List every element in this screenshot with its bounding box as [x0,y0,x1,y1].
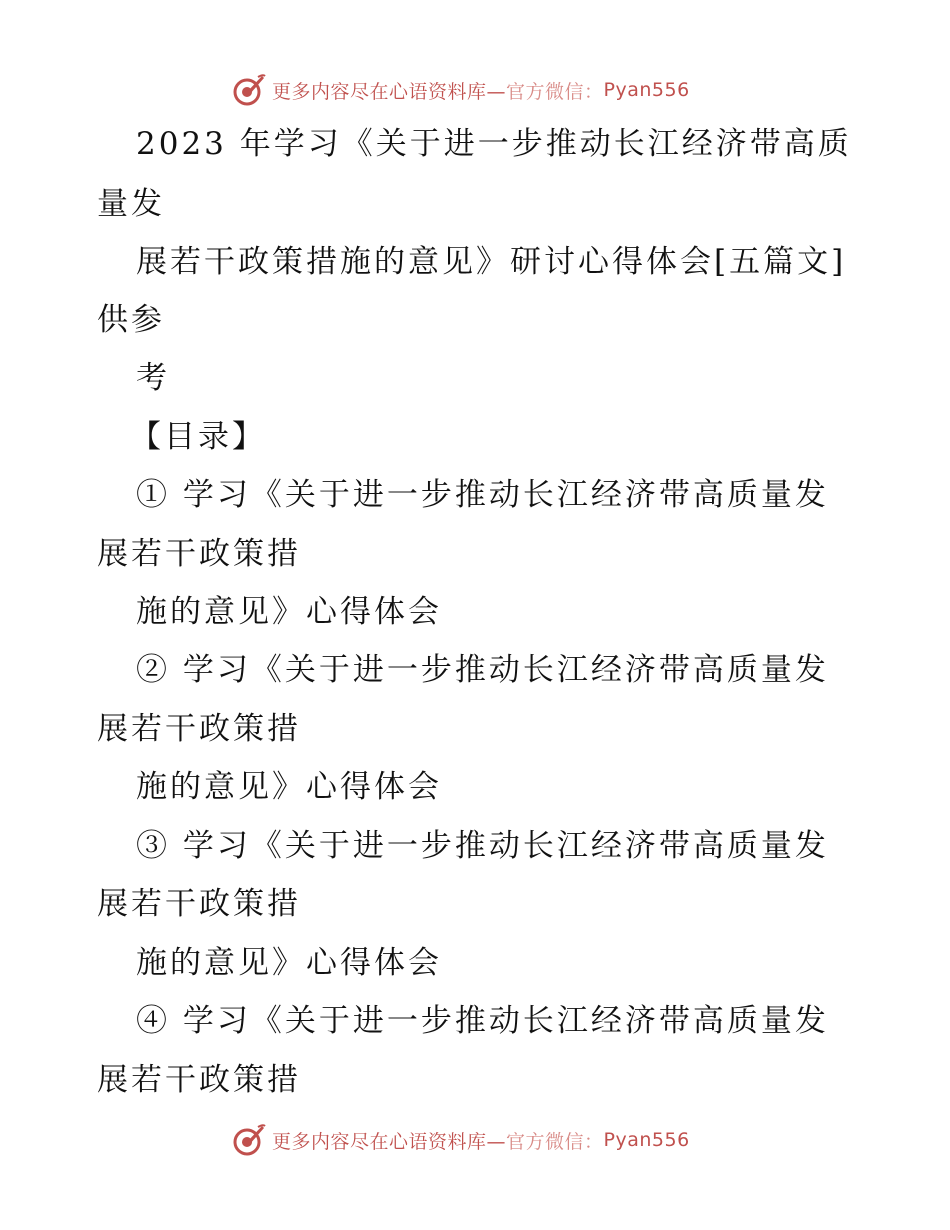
toc-item-4-line-2: 展若干政策措 [97,1062,301,1098]
title-line-5: 考 [136,360,170,396]
title-line-4: 供参 [97,302,165,338]
banner-text: 更多内容尽在心语资料库— [272,1130,507,1153]
toc-item-1-line-2: 展若干政策措 [97,536,301,572]
toc-item-3-line-1: ③ 学习《关于进一步推动长江经济带高质量发 [136,828,829,864]
toc-item-2-line-2: 展若干政策措 [97,711,301,747]
quill-logo-icon [232,1123,266,1157]
footer-banner [232,1122,690,1158]
title-line-3: 展若干政策措施的意见》研讨心得体会[五篇文] [136,244,847,280]
banner-text: 更多内容尽在心语资料库— [272,80,507,103]
header-banner [232,72,690,108]
toc-item-2-line-1: ② 学习《关于进一步推动长江经济带高质量发 [136,652,829,688]
toc-item-4-line-1: ④ 学习《关于进一步推动长江经济带高质量发 [136,1003,829,1039]
banner-wechat-label: 官方微信： [506,80,604,103]
banner-wechat-label: 官方微信： [506,1130,604,1153]
toc-item-3-line-2: 展若干政策措 [97,886,301,922]
toc-heading: 【目录】 [130,419,266,455]
toc-item-3-line-3: 施的意见》心得体会 [136,945,442,981]
title-line-1: 2023 年学习《关于进一步推动长江经济带高质 [136,126,852,162]
toc-item-1-line-1: ① 学习《关于进一步推动长江经济带高质量发 [136,477,829,513]
toc-item-1-line-3: 施的意见》心得体会 [136,594,442,630]
banner-wechat-id: Pyan556 [603,79,690,101]
quill-logo-icon [232,73,266,107]
toc-item-2-line-3: 施的意见》心得体会 [136,769,442,805]
banner-wechat-id: Pyan556 [603,1129,690,1151]
title-line-2: 量发 [97,186,165,222]
